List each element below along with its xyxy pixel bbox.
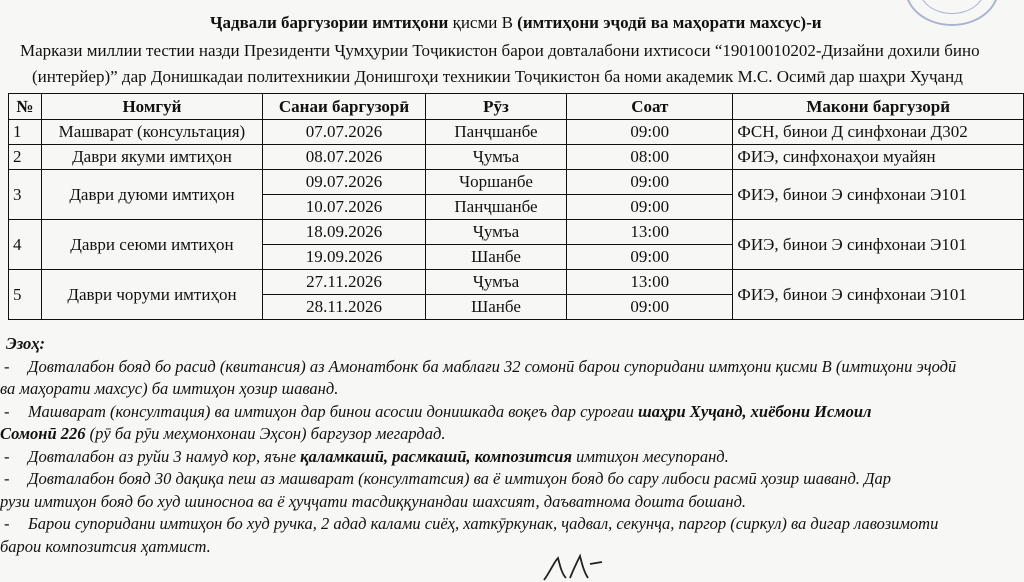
note-3: - Довталабон аз руйи 3 намуд кор, яъне қаламкашӣ, расмкашӣ, композитсия имтиҳон месупоранд. <box>4 446 729 466</box>
row-time: 09:00 <box>567 195 733 220</box>
table-header-row <box>9 94 1024 120</box>
row-number: 4 <box>9 220 42 270</box>
row-date: 18.09.2026 <box>263 220 426 245</box>
note-1: - Довталабон бояд бо расид (квитансия) аз Амонатбонк ба маблағи 32 сомонӣ барои супоридани имтҳони қисми В (имтиҳони эҷодӣ <box>4 356 957 376</box>
row-time: 09:00 <box>567 120 733 145</box>
row-day: Панҷшанбе <box>425 120 566 145</box>
row-day: Шанбе <box>425 245 566 270</box>
row-date: 28.11.2026 <box>263 295 426 320</box>
note-4-cont: рузи имтиҳон бояд бо худ шиносноа ва ё ҳуҷҷати тасдиққунандаи шахсият, даъватнома дошта бошанд. <box>0 491 747 511</box>
row-date: 08.07.2026 <box>263 145 426 170</box>
row-day: Панҷшанбе <box>425 195 566 220</box>
row-time: 13:00 <box>567 270 733 295</box>
header-date: Санаи баргузорӣ <box>263 94 426 120</box>
row-place: ФИЭ, бинои Э синфхонаи Э101 <box>733 170 1024 220</box>
table-row <box>9 270 1024 295</box>
table-row <box>9 145 1024 170</box>
header-number: № <box>9 94 42 120</box>
row-day: Ҷумъа <box>425 220 566 245</box>
row-number: 2 <box>9 145 42 170</box>
header-place: Макони баргузорӣ <box>733 94 1024 120</box>
row-date: 07.07.2026 <box>263 120 426 145</box>
subtitle-line-2: (интерйер)” дар Донишкадаи политехникии Донишгоҳи техникии Тоҷикистон ба номи академик М.С. Осимӣ дар шаҳри Хуҷанд <box>32 67 963 86</box>
row-date: 27.11.2026 <box>263 270 426 295</box>
row-time: 09:00 <box>567 295 733 320</box>
header-day: Рӯз <box>425 94 566 120</box>
row-date: 10.07.2026 <box>263 195 426 220</box>
row-place: ФИЭ, бинои Э синфхонаи Э101 <box>733 270 1024 320</box>
row-time: 13:00 <box>567 220 733 245</box>
row-name: Даври сеюми имтиҳон <box>41 220 263 270</box>
notes-section <box>0 333 1024 558</box>
header-name: Номгуй <box>41 94 263 120</box>
row-date: 19.09.2026 <box>263 245 426 270</box>
row-name: Даври дуюми имтиҳон <box>41 170 263 220</box>
row-place: ФСН, бинои Д синфхонаи Д302 <box>733 120 1024 145</box>
table-row <box>9 120 1024 145</box>
note-5-cont: барои композитсия ҳатмист. <box>0 536 211 556</box>
document-title: Ҷадвали баргузории имтиҳони қисми В (имтиҳони эҷодӣ ва маҳорати махсус)-и <box>210 13 822 32</box>
row-date: 09.07.2026 <box>263 170 426 195</box>
row-day: Ҷумъа <box>425 145 566 170</box>
row-time: 09:00 <box>567 170 733 195</box>
row-day: Чоршанбе <box>425 170 566 195</box>
row-number: 5 <box>9 270 42 320</box>
table-row <box>9 220 1024 245</box>
note-2-cont: Сомонӣ 226 (рӯ ба рӯи меҳмонхонаи Эҳсон) баргузор мегардад. <box>0 424 446 443</box>
header-time: Соат <box>567 94 733 120</box>
row-day: Шанбе <box>425 295 566 320</box>
subtitle-line-1: Маркази миллии тестии назди Президенти Ҷумҳурии Тоҷикистон барои довталабони ихтисоси “19010010202-Дизайни дохили бино <box>20 41 980 60</box>
row-name: Даври чоруми имтиҳон <box>41 270 263 320</box>
schedule-table <box>8 93 1024 320</box>
row-number: 1 <box>9 120 42 145</box>
note-1-cont: ва маҳорати махсус) ба имтиҳон ҳозир шаванд. <box>0 379 339 398</box>
row-time: 08:00 <box>567 145 733 170</box>
row-number: 3 <box>9 170 42 220</box>
row-day: Ҷумъа <box>425 270 566 295</box>
note-5: - Барои супоридани имтиҳон бо худ ручка, 2 адад калами сиёҳ, хаткӯркунак, ҷадвал, секунҷа, паргор (сиркул) ва дигар лавозимоти <box>4 514 939 533</box>
note-2: - Машварат (консултация) ва имтиҳон дар бинои асосии донишкада воқеъ дар суроғаи шаҳри Хуҷанд, хиёбони Исмоил <box>4 401 872 421</box>
row-name: Даври якуми имтиҳон <box>41 145 263 170</box>
row-name: Машварат (консультация) <box>41 120 263 145</box>
note-4: - Довталабон бояд 30 дақиқа пеш аз машварат (консултатсия) ва ё имтиҳон бояд бо сару либоси расмӣ ҳозир шаванд. Дар <box>4 469 892 488</box>
document-subtitle <box>0 38 1024 90</box>
table-row <box>9 170 1024 195</box>
row-time: 09:00 <box>567 245 733 270</box>
row-place: ФИЭ, бинои Э синфхонаи Э101 <box>733 220 1024 270</box>
row-place: ФИЭ, синфхонаҳои муайян <box>733 145 1024 170</box>
notes-title: Эзоҳ: <box>6 334 45 353</box>
